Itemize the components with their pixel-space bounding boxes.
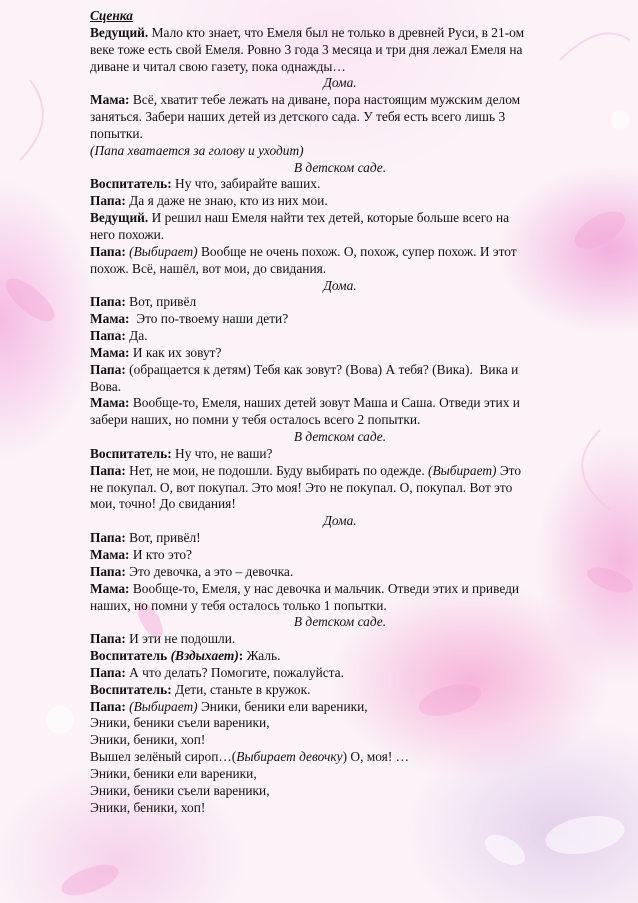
text-run: Эники, беники съели вареники, (90, 782, 270, 798)
text-run: Ведущий. (90, 210, 149, 226)
text-run: Эники, беники, хоп! (90, 799, 206, 815)
script-line (90, 25, 590, 42)
text-run: Воспитатель: (90, 681, 172, 697)
text-run: Дома. (323, 75, 357, 91)
script-line (90, 800, 590, 817)
script-line (90, 564, 590, 581)
script-line (90, 766, 590, 783)
text-run: (обращается к детям) Тебя как зовут? (Вова) А тебя? (Вика). Вика и (125, 361, 519, 377)
script-line (90, 294, 590, 311)
script-line (90, 126, 590, 143)
text-run: Папа: (90, 193, 126, 209)
text-run: Это (496, 462, 522, 478)
text-run: (Выбирает) (129, 243, 198, 259)
text-run: Дети, станьте в кружок. (171, 681, 311, 697)
text-run: Папа: (90, 563, 126, 579)
text-run: Мама: (90, 344, 130, 360)
text-run: Вообще-то, Емеля, наших детей зовут Маша и Саша. Отведи этих и (129, 395, 520, 411)
text-run: : (238, 648, 244, 664)
document-body (90, 8, 590, 817)
script-line (90, 513, 590, 530)
text-run: Мама: (90, 547, 130, 562)
text-run: И эти не подошли. (125, 631, 236, 647)
text-run: Да. (125, 328, 148, 344)
script-line (90, 732, 590, 749)
text-run: Выбирает девочку (236, 749, 343, 765)
text-run: Вообще не очень похож. О, похож, супер похож. И этот (197, 243, 517, 259)
text-run: Эники, беники, хоп! (90, 732, 206, 748)
script-line (90, 227, 590, 244)
text-run: Ну что, не ваши? (171, 445, 273, 461)
script-line (90, 311, 590, 328)
script-line (90, 783, 590, 800)
script-line (90, 496, 590, 513)
script-line (90, 665, 590, 682)
text-run: Всё, хватит тебе лежать на диване, пора настоящим мужским делом (129, 92, 521, 108)
script-line (90, 715, 590, 732)
text-run: Папа: (90, 462, 126, 478)
script-line (90, 42, 590, 59)
text-run: Да я даже не знаю, кто из них мои. (125, 193, 328, 209)
text-run: Воспитатель (90, 648, 171, 664)
text-run: Папа: (90, 361, 126, 377)
script-line (90, 581, 590, 598)
script-line (90, 379, 590, 396)
text-run: Вот, привёл! (125, 530, 201, 546)
text-run: Дома. (323, 277, 357, 293)
text-run: В детском саде. (293, 159, 387, 175)
script-line (90, 412, 590, 429)
script-line (90, 395, 590, 412)
script-line (90, 59, 590, 76)
text-run: Это девочка, а это – девочка. (125, 563, 294, 579)
script-line (90, 749, 590, 766)
text-run: Дома. (323, 513, 357, 529)
text-run: Папа: (90, 530, 126, 546)
script-line (90, 682, 590, 699)
text-run: Жаль. (243, 648, 281, 664)
script-line (90, 446, 590, 463)
script-line (90, 345, 590, 362)
script-line (90, 362, 590, 379)
script-line (90, 193, 590, 210)
text-run: И как их зовут? (129, 344, 222, 360)
script-line (90, 109, 590, 126)
script-line (90, 143, 590, 160)
text-run: диване и читал свою газету, пока однажды… (90, 58, 346, 74)
script-line (90, 429, 590, 446)
text-run: Ну что, забирайте ваших. (171, 176, 321, 192)
script-line (90, 699, 590, 716)
script-line (90, 614, 590, 631)
text-run: похож. Всё, нашёл, вот мои, до свидания. (90, 260, 327, 276)
text-run: не покупал. О, вот покупал. Это моя! Это не покупал. О, покупал. Вот это (90, 479, 513, 495)
text-run: наших, но помни у тебя осталось только 1 попытки. (90, 597, 387, 613)
text-run: Папа: (90, 328, 126, 344)
script-line (90, 480, 590, 497)
text-run: Это по-твоему наши дети? (129, 311, 289, 327)
text-run: А что делать? Помогите, пожалуйста. (125, 664, 344, 680)
script-line (90, 210, 590, 227)
text-run: Нет, не мои, не подошли. Буду выбирать по одежде. (125, 462, 429, 478)
script-line (90, 160, 590, 177)
text-run: (Выбирает) (129, 698, 198, 714)
text-run: Вышел зелёный сироп…( (90, 749, 237, 765)
script-line (90, 75, 590, 92)
script-line (90, 328, 590, 345)
text-run: Воспитатель: (90, 445, 172, 461)
text-run: Вова. (90, 378, 122, 394)
text-run: Эники, беники съели вареники, (90, 715, 270, 731)
script-line (90, 631, 590, 648)
text-run: Эники, беники ели вареники, (197, 698, 368, 714)
script-line (90, 176, 590, 193)
text-run: забери наших, но помни у тебя осталось всего 2 попытки. (90, 412, 421, 428)
text-run: В детском саде. (293, 429, 387, 445)
text-run: Эники, беники ели вареники, (90, 765, 257, 781)
script-line (90, 648, 590, 665)
text-run: (Выбирает) (428, 462, 497, 478)
text-run: И кто это? (129, 547, 193, 562)
script-lines (90, 25, 590, 817)
text-run: ) О, моя! … (342, 749, 410, 765)
document-title: Сценка (90, 8, 133, 23)
text-run: веке тоже есть свой Емеля. Ровно 3 года 3 месяца и три дня лежал Емеля на (90, 41, 523, 57)
script-line (90, 463, 590, 480)
text-run: Вообще-то, Емеля, у нас девочка и мальчик. Отведи этих и приведи (129, 580, 520, 596)
text-run: мои, точно! До свидания! (90, 496, 236, 512)
script-line (90, 598, 590, 615)
script-line (90, 261, 590, 278)
script-line (90, 278, 590, 295)
text-run: Мама: (90, 580, 130, 596)
text-run: Папа: (90, 294, 126, 310)
text-run: Мама: (90, 311, 130, 327)
text-run: Папа: (90, 698, 126, 714)
text-run: Мама: (90, 395, 130, 411)
script-line (90, 244, 590, 261)
text-run: Мама: (90, 92, 130, 108)
text-run: Папа: (90, 243, 126, 259)
text-run: Вот, привёл (125, 294, 197, 310)
text-run: Папа: (90, 664, 126, 680)
text-run: (Папа хватается за голову и уходит) (90, 142, 304, 158)
text-run: заняться. Забери наших детей из детского сада. У тебя есть всего лишь 3 (90, 109, 506, 125)
script-line (90, 547, 590, 564)
text-run: (Вздыхает) (170, 648, 239, 664)
text-run: Воспитатель: (90, 176, 172, 192)
text-run: Мало кто знает, что Емеля был не только в древней Руси, в 21-ом (148, 24, 525, 40)
text-run: Папа: (90, 631, 126, 647)
text-run: В детском саде. (293, 614, 387, 630)
text-run: И решил наш Емеля найти тех детей, которые больше всего на (148, 210, 510, 226)
script-line (90, 530, 590, 547)
text-run: него похожи. (90, 226, 165, 242)
script-line (90, 92, 590, 109)
text-run: попытки. (90, 125, 143, 141)
text-run: Ведущий. (90, 24, 149, 40)
